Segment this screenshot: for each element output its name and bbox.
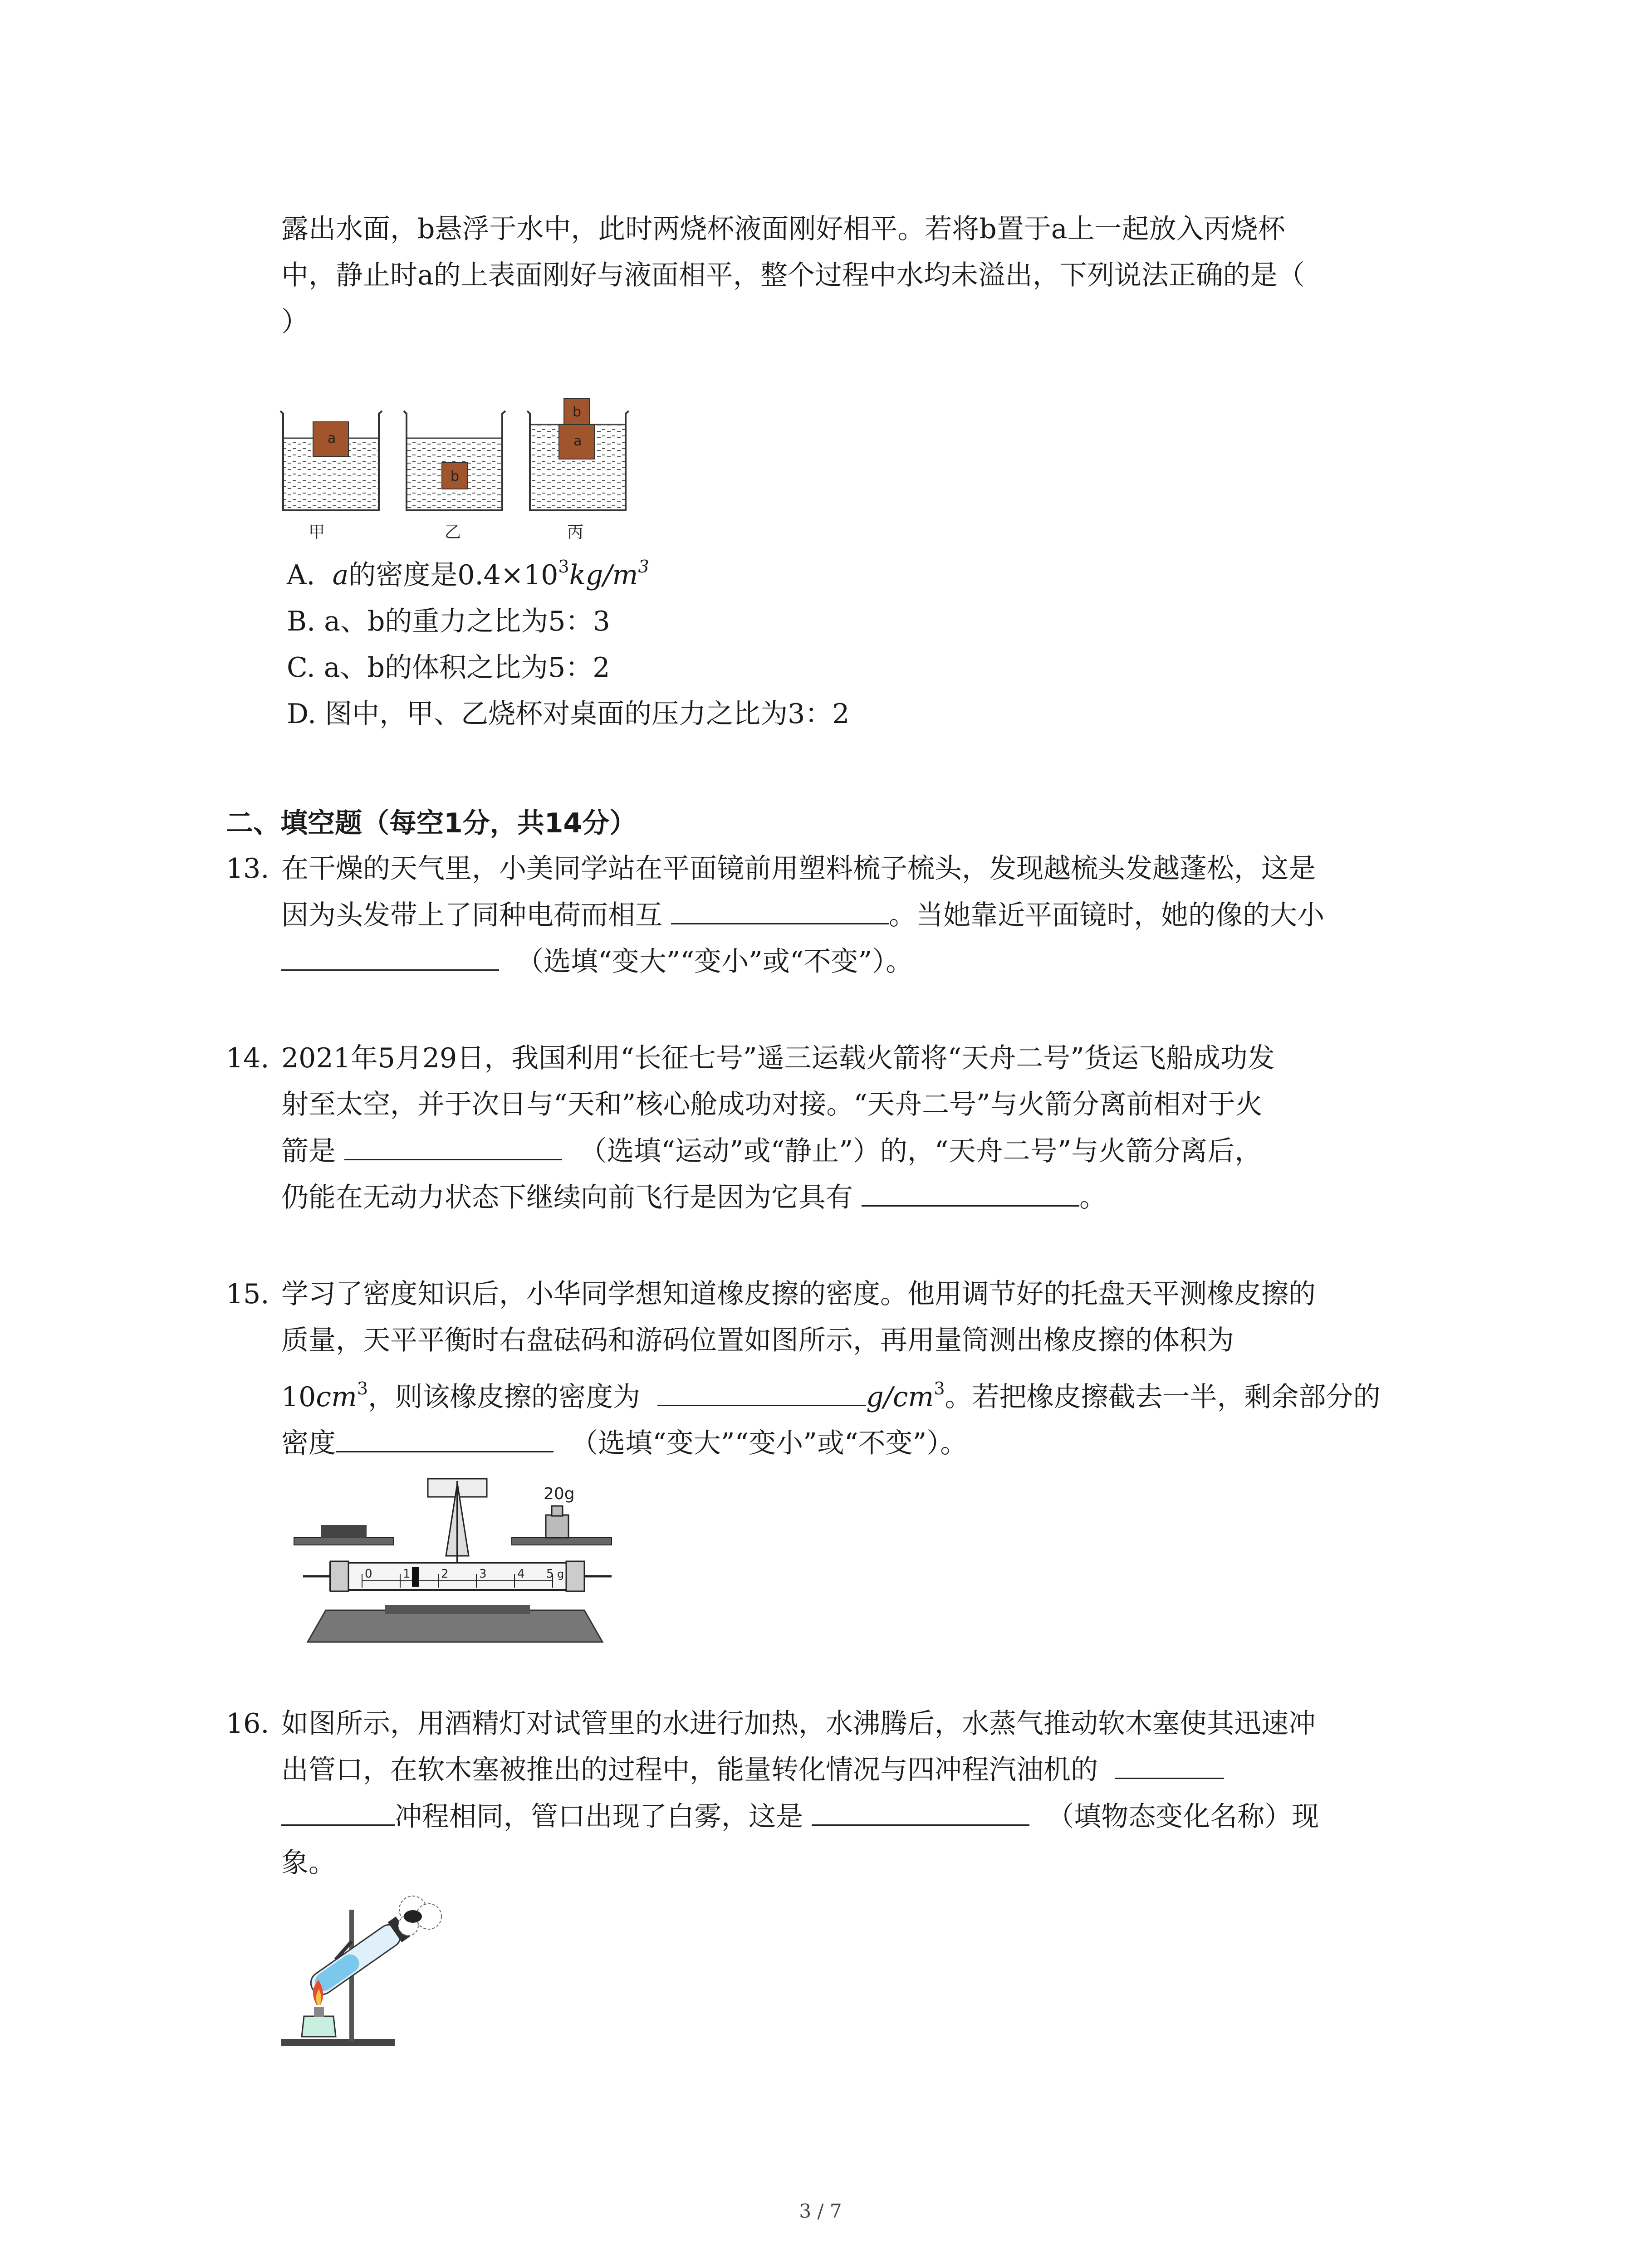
option-a-text: 的密度是0.4×10 — [348, 559, 558, 591]
object-on-pan — [321, 1525, 367, 1538]
q14-line4 — [281, 1175, 1107, 1220]
q13-blank2[interactable] — [281, 942, 499, 971]
left-pan — [294, 1538, 394, 1545]
q14-line1: 2021年5月29日，我国利用“长征七号”遥三运载火箭将“天舟二号”货运飞船成功发 — [281, 1042, 1275, 1074]
q14-line4-a: 仍能在无动力状态下继续向前飞行是因为它具有 — [281, 1182, 853, 1213]
beaker-yi — [404, 411, 505, 510]
q15-unit2-exp: 3 — [934, 1378, 945, 1398]
q15-line4 — [281, 1421, 967, 1466]
q14-line4-b: 。 — [1079, 1182, 1107, 1213]
page-number: 3 / 7 — [799, 2200, 842, 2222]
option-a — [287, 552, 649, 598]
q14-line2: 射至太空，并于次日与“天和”核心舱成功对接。“天舟二号”与火箭分离前相对于火 — [281, 1089, 1263, 1120]
q13-line2-a: 因为头发带上了同种电荷而相互 — [281, 899, 662, 931]
q15-line4-a: 密度 — [281, 1427, 336, 1459]
q13-line3 — [281, 939, 913, 984]
beaker-jia — [280, 411, 382, 510]
balance-figure — [276, 1474, 634, 1647]
caption-yi: 乙 — [445, 523, 461, 542]
q14-number: 14. — [226, 1042, 269, 1074]
block-a-stacked-label: a — [573, 433, 582, 449]
beaker-bing — [527, 398, 629, 510]
tick-5: 5 — [546, 1567, 554, 1581]
heating-figure — [277, 1892, 458, 2055]
tick-3: 3 — [479, 1567, 487, 1581]
block-b-label: b — [451, 469, 460, 484]
q15-blank2[interactable] — [336, 1424, 554, 1452]
option-a-prefix: A. — [287, 559, 315, 591]
weight-label: 20g — [544, 1485, 575, 1503]
q16-line2-a: 出管口，在软木塞被推出的过程中，能量转化情况与四冲程汽油机的 — [281, 1754, 1098, 1786]
tick-0: 0 — [365, 1567, 372, 1581]
q16-line1: 如图所示，用酒精灯对试管里的水进行加热，水沸腾后，水蒸气推动软木塞使其迅速冲 — [281, 1708, 1316, 1740]
q16-blank1-part2[interactable] — [281, 1797, 395, 1826]
option-a-unit: kg/m — [569, 559, 638, 591]
rider — [412, 1567, 419, 1587]
q14-line3-a: 箭是 — [281, 1135, 336, 1167]
cork — [404, 1910, 422, 1923]
option-c: C. a、b的体积之比为5：2 — [287, 652, 610, 684]
q15-blank1[interactable] — [657, 1378, 866, 1406]
section-title: 二、填空题（每空1分，共14分） — [226, 807, 637, 839]
tick-4: 4 — [517, 1567, 525, 1581]
q12-line2: 中，静止时a的上表面刚好与液面相平，整个过程中水均未溢出，下列说法正确的是（ — [281, 259, 1305, 291]
q16-line3 — [281, 1794, 1319, 1839]
q16-blank1-part1[interactable] — [1115, 1750, 1224, 1779]
q15-line1: 学习了密度知识后，小华同学想知道橡皮擦的密度。他用调节好的托盘天平测橡皮擦的 — [281, 1278, 1316, 1310]
q13-number: 13. — [226, 853, 269, 885]
q15-line3-c: 。若把橡皮擦截去一半，剩余部分的 — [945, 1381, 1381, 1413]
q13-line1: 在干燥的天气里，小美同学站在平面镜前用塑料梳子梳头，发现越梳头发越蓬松，这是 — [281, 853, 1316, 885]
q15-line4-b: （选填“变大”“变小”或“不变”）。 — [571, 1427, 968, 1459]
q14-line3 — [281, 1129, 1262, 1174]
q14-line3-b: （选填“运动”或“静止”）的，“天舟二号”与火箭分离后， — [579, 1135, 1262, 1167]
alcohol-lamp — [302, 2016, 336, 2037]
q16-line3-b: 冲程相同，管口出现了白雾，这是 — [395, 1801, 803, 1833]
q15-line3 — [281, 1374, 1381, 1420]
option-d: D. 图中，甲、乙烧杯对桌面的压力之比为3：2 — [287, 698, 850, 730]
q15-number: 15. — [226, 1278, 269, 1310]
option-b: B. a、b的重力之比为5：3 — [287, 606, 610, 637]
right-pan — [512, 1538, 612, 1545]
weight-20g — [546, 1515, 568, 1538]
q13-line2 — [281, 893, 1324, 938]
q13-blank1[interactable] — [671, 896, 889, 924]
q14-blank1[interactable] — [344, 1132, 562, 1160]
block-b-stacked-label: b — [573, 404, 582, 420]
q12-line1: 露出水面，b悬浮于水中，此时两烧杯液面刚好相平。若将b置于a上一起放入丙烧杯 — [281, 213, 1285, 245]
beakers-figure — [277, 390, 640, 553]
q15-line3-b: ，则该橡皮擦的密度为 — [368, 1381, 641, 1413]
q15-unit: cm — [316, 1381, 357, 1413]
q15-unit-exp: 3 — [357, 1378, 368, 1398]
tick-unit: g — [557, 1568, 564, 1580]
caption-jia: 甲 — [309, 523, 325, 542]
tick-2: 2 — [441, 1567, 449, 1581]
q16-line2 — [281, 1747, 1224, 1793]
q14-blank2[interactable] — [862, 1178, 1079, 1207]
q12-line3: ） — [281, 306, 309, 338]
tick-1: 1 — [403, 1567, 411, 1581]
q16-number: 16. — [226, 1708, 269, 1740]
q13-line2-b: 。当她靠近平面镜时，她的像的大小 — [889, 899, 1325, 931]
q16-blank2[interactable] — [812, 1797, 1029, 1826]
option-a-var: a — [332, 559, 349, 591]
option-a-exp: 3 — [558, 557, 569, 577]
block-a-label: a — [328, 430, 336, 446]
q15-line3-a: 10 — [281, 1381, 316, 1413]
stand-base — [281, 2039, 395, 2046]
q16-line4: 象。 — [281, 1847, 336, 1879]
option-a-unit-exp: 3 — [638, 557, 649, 577]
caption-bing: 丙 — [567, 523, 584, 542]
q15-unit2: g/cm — [866, 1381, 934, 1413]
q13-line3-b: （选填“变大”“变小”或“不变”）。 — [516, 946, 913, 978]
q16-line3-c: （填物态变化名称）现 — [1047, 1801, 1319, 1833]
q15-line2: 质量，天平平衡时右盘砝码和游码位置如图所示，再用量筒测出橡皮擦的体积为 — [281, 1325, 1234, 1356]
